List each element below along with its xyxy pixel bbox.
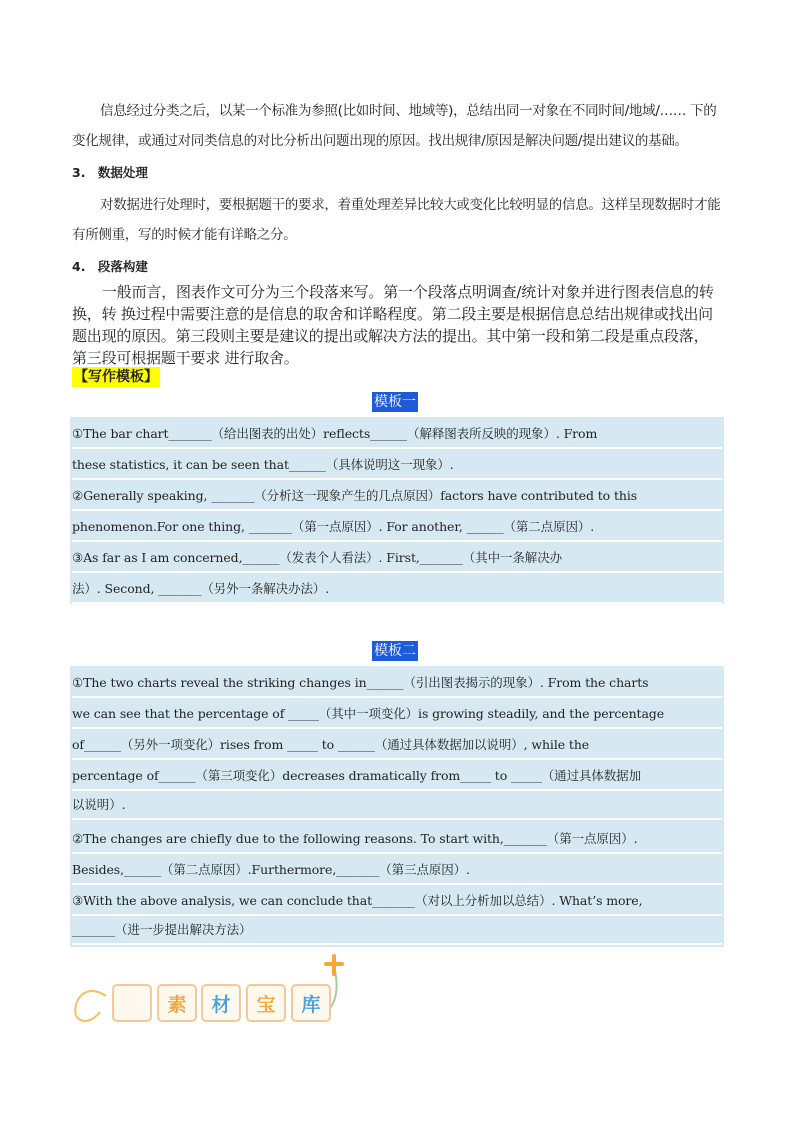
writing-template-tag: 【写作模板】 [74,369,158,385]
paragraph-structure: 一般而言，图表作文可分为三个段落来写。第一个段落点明调查/统计对象并进行图表信息的转换，转 换过程中需要注意的是信息的取舍和详略程度。第二段主要是根据信息总结出规律或找出问题出现的原因。第三段则主要是建议的提出或解决方法的提出。其中第一段和第二段是重点段落，第三段可根据题干要求 进行取舍。 [72,283,714,367]
section-heading-data-processing [72,163,148,181]
template-line: 法）. Second, _______（另外一条解决办法）. [72,576,722,604]
paragraph-data-processing: 对数据进行处理时，要根据题干的要求，着重处理差异比较大或变化比较明显的信息。这样呈现数据时才能有所侧重，写的时候才能有详略之分。 [72,197,721,243]
template-line: ②The changes are chiefly due to the following reasons. To start with,_______（第一点原因）. [72,826,722,854]
template-line: percentage of______（第三项变化）decreases dramatically from_____ to _____（通过具体数据加 [72,763,722,791]
section-number: 4. [72,259,86,274]
template-one-box [70,417,724,604]
template-line: ①The bar chart_______（给出图表的出处）reflects______（解释图表所反映的现象）. From [72,421,722,449]
template-line: Besides,______（第二点原因）.Furthermore,_______（第三点原因）. [72,857,722,885]
logo-char-tile: 材 [201,984,241,1022]
template-line: ③As far as I am concerned,______（发表个人看法）. First,_______（其中一条解决办 [72,545,722,573]
template-line: ③With the above analysis, we can conclude that_______（对以上分析加以总结）. What’s more, [72,888,722,916]
section-title: 段落构建 [97,259,148,274]
template-line: these statistics, it can be seen that______（具体说明这一现象）. [72,452,722,480]
template-line: ②Generally speaking, _______（分析这一现象产生的几点原因）factors have contributed to this [72,483,722,511]
material-library-logo [72,952,362,1027]
template-line: ①The two charts reveal the striking changes in______（引出图表揭示的现象）. From the charts [72,670,722,698]
section-heading-paragraph-building [72,257,148,275]
template-line: phenomenon.For one thing, _______（第一点原因）. For another, ______（第二点原因）. [72,514,722,542]
logo-globe-tile [112,984,152,1022]
template-line: _______（进一步提出解决方法） [72,917,722,945]
template-two-title: 模板二 [374,643,416,659]
section-title: 数据处理 [97,165,148,180]
paragraph-classification: 信息经过分类之后，以某一个标准为参照(比如时间、地域等)，总结出同一对象在不同时间/地域/…… 下的变化规律，或通过对同类信息的对比分析出问题出现的原因。找出规律/原因是解决问题/提出建议的基础。 [72,103,717,149]
section-number: 3. [72,165,86,180]
template-line: 以说明）. [72,792,722,820]
template-one-title: 模板一 [374,394,416,410]
template-line: of______（另外一项变化）rises from _____ to ______（通过具体数据加以说明）, while the [72,732,722,760]
template-line: we can see that the percentage of _____（其中一项变化）is growing steadily, and the percentage [72,701,722,729]
logo-char-tile: 宝 [246,984,286,1022]
logo-char-tile: 素 [157,984,197,1022]
logo-char-tile: 库 [291,984,331,1022]
template-two-box [70,666,724,947]
